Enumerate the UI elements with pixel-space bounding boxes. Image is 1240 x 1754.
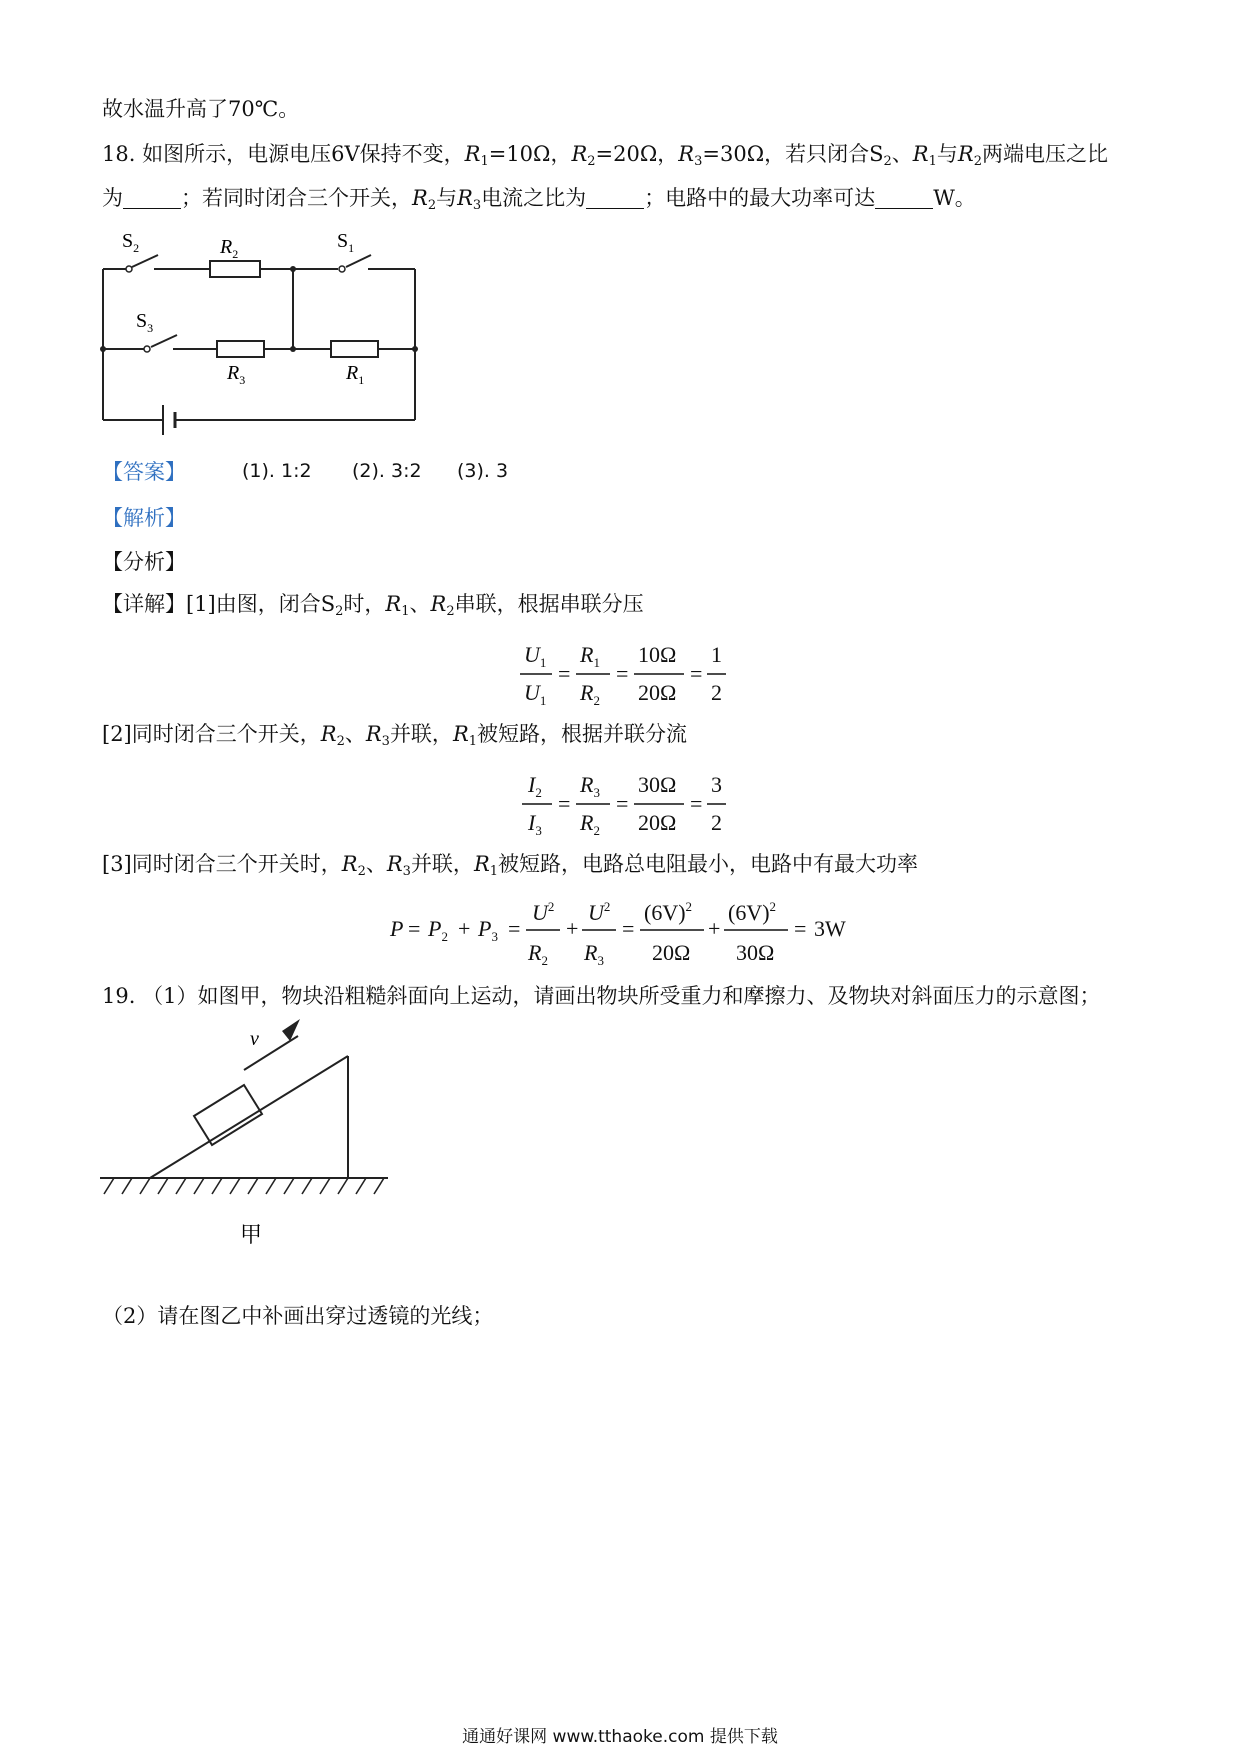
svg-text:3: 3 <box>711 772 722 797</box>
label-s3: $S_3$ <box>136 310 154 335</box>
detail-para-1: 【详解】[1]由图，闭合$S_2$时，$R_1$、$R_2$串联，根据串联分压 <box>102 592 644 619</box>
svg-text:2: 2 <box>711 810 722 835</box>
svg-text:R3: $R_3$ <box>580 772 600 800</box>
svg-text:+: + <box>458 916 471 941</box>
answer-blank-2 <box>586 186 644 209</box>
svg-text:=: = <box>558 791 571 816</box>
svg-text:U1: $U_1$ <box>524 642 547 670</box>
svg-text:P3: $P_3$ <box>478 916 498 944</box>
velocity-label: v <box>250 1028 259 1050</box>
svg-text:=: = <box>794 916 807 941</box>
equation-voltage-ratio <box>510 632 740 712</box>
answer-item-3: (3). 3 <box>457 460 509 482</box>
q19-part-2: （2）请在图乙中补画出穿过透镜的光线； <box>102 1304 494 1328</box>
detail-para-2: [2]同时闭合三个开关，$R_2$、$R_3$并联，$R_1$被短路，根据并联分流 <box>102 722 688 749</box>
svg-text:=: = <box>408 916 421 941</box>
svg-text:(6V)2: $(6V)^2$ <box>644 899 693 925</box>
svg-text:R2: $R_2$ <box>580 810 600 838</box>
continued-text: 故水温升高了70℃。 <box>102 97 300 121</box>
equation-current-ratio <box>510 762 740 842</box>
svg-text:30Ω: 30Ω <box>638 772 677 797</box>
svg-text:3W: 3W <box>814 916 846 941</box>
svg-text:R3: $R_3$ <box>584 940 604 968</box>
svg-text:P: P <box>390 916 404 941</box>
label-r2: $R_2$ <box>220 236 239 261</box>
svg-text:30Ω: 30Ω <box>736 940 775 965</box>
svg-text:20Ω: 20Ω <box>638 680 677 705</box>
answer-tag: 【答案】 <box>102 460 186 484</box>
answer-blank-3 <box>875 186 933 209</box>
q18-line-1: 18. 如图所示，电源电压6V保持不变，$R_1=10\Omega$，$R_2=20\Omega$，$R_3=30\Omega$，若只闭合$S_2$、$R_1$与$R_2$两端电压之比 <box>102 142 1108 169</box>
svg-text:U1: $U_1$ <box>524 680 547 708</box>
svg-text:20Ω: 20Ω <box>638 810 677 835</box>
svg-text:I2: $I_2$ <box>528 772 542 800</box>
svg-text:R2: $R_2$ <box>580 680 600 708</box>
svg-text:=: = <box>690 661 703 686</box>
circuit-diagram <box>90 225 490 495</box>
svg-text:U2: $U^2$ <box>588 899 611 925</box>
answer-blank-1 <box>123 186 181 209</box>
svg-text:=: = <box>508 916 521 941</box>
equation-max-power <box>388 890 868 976</box>
q18-line-2: 为 ；若同时闭合三个开关，$R_2$与$R_3$电流之比为 ；电路中的最大功率可达 W。 <box>102 186 976 213</box>
fenxi-tag: 【分析】 <box>102 550 186 574</box>
svg-text:=: = <box>622 916 635 941</box>
svg-text:P2: $P_2$ <box>428 916 448 944</box>
answer-item-1: (1). 1:2 <box>242 460 312 482</box>
svg-text:=: = <box>616 661 629 686</box>
svg-text:+: + <box>708 916 721 941</box>
velocity-arrowhead <box>282 1019 300 1041</box>
svg-text:20Ω: 20Ω <box>652 940 691 965</box>
q19-number: 19. <box>102 984 136 1008</box>
svg-text:I3: $I_3$ <box>528 810 542 838</box>
svg-text:2: 2 <box>711 680 722 705</box>
svg-text:R2: $R_2$ <box>528 940 548 968</box>
svg-text:=: = <box>690 791 703 816</box>
label-r3: $R_3$ <box>227 362 246 387</box>
svg-text:=: = <box>616 791 629 816</box>
label-s1: $S_1$ <box>337 230 355 255</box>
q19-part-1: 19. （1）如图甲，物块沿粗糙斜面向上运动，请画出物块所受重力和摩擦力、及物块对斜面压力的示意图； <box>102 984 1101 1008</box>
svg-text:10Ω: 10Ω <box>638 642 677 667</box>
detail-tag: 【详解】 <box>102 592 186 616</box>
svg-text:R1: $R_1$ <box>580 642 600 670</box>
q18-number: 18. <box>102 142 136 166</box>
detail-para-3: [3]同时闭合三个开关时，$R_2$、$R_3$并联，$R_1$被短路，电路总电阻最小，电路中有最大功率 <box>102 852 919 879</box>
svg-text:(6V)2: $(6V)^2$ <box>728 899 777 925</box>
incline-diagram <box>100 1018 400 1258</box>
answer-item-2: (2). 3:2 <box>352 460 422 482</box>
figure-label-jia: 甲 <box>240 1223 263 1248</box>
svg-text:+: + <box>566 916 579 941</box>
label-r1: $R_1$ <box>346 362 365 387</box>
page-footer: 通通好课网 www.tthaoke.com 提供下载 <box>462 1727 778 1747</box>
svg-text:=: = <box>558 661 571 686</box>
label-s2: $S_2$ <box>122 230 140 255</box>
svg-text:U2: $U^2$ <box>532 899 555 925</box>
svg-text:1: 1 <box>711 642 722 667</box>
answer-row <box>102 458 186 486</box>
analysis-tag: 【解析】 <box>102 506 186 530</box>
